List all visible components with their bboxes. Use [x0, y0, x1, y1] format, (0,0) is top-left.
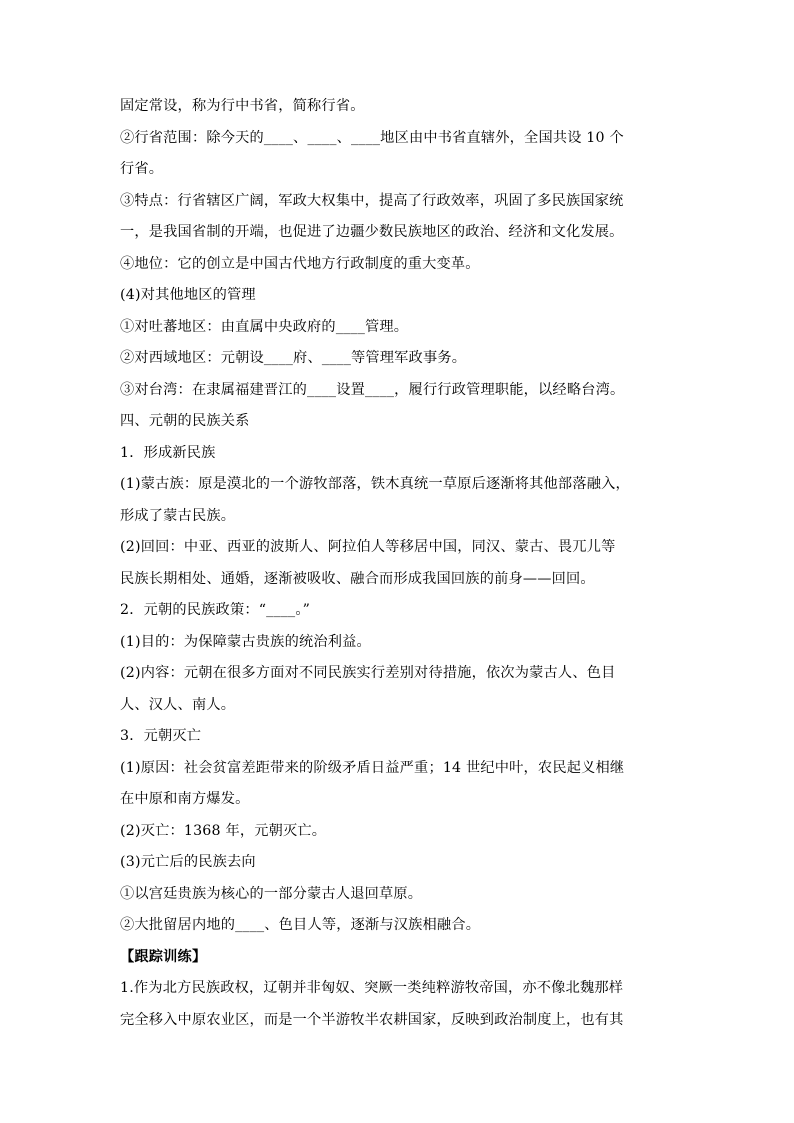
- text-line: ③对台湾：在隶属福建晋江的____设置____，履行行政管理职能，以经略台湾。: [120, 382, 625, 398]
- section-heading: 四、元朝的民族关系: [120, 413, 250, 429]
- question-text: 完全移入中原农业区，而是一个半游牧半农耕国家，反映到政治制度上，也有其: [120, 1012, 624, 1028]
- text-line: (1)原因：社会贫富差距带来的阶级矛盾日益严重；14 世纪中叶，农民起义相继: [120, 760, 625, 776]
- question-text: 1.作为北方民族政权，辽朝并非匈奴、突厥一类纯粹游牧帝国，亦不像北魏那样: [120, 980, 624, 996]
- text-line: 人、汉人、南人。: [120, 697, 236, 713]
- text-line: ④地位：它的创立是中国古代地方行政制度的重大变革。: [120, 256, 480, 272]
- section-heading: (4)对其他地区的管理: [120, 287, 256, 303]
- text-line: 固定常设，称为行中书省，简称行省。: [120, 98, 365, 114]
- text-line: (2)回回：中亚、西亚的波斯人、阿拉伯人等移居中国，同汉、蒙古、畏兀儿等: [120, 539, 616, 555]
- text-line: 在中原和南方爆发。: [120, 791, 250, 807]
- section-heading: 1．形成新民族: [120, 445, 216, 461]
- exercise-heading: 【跟踪训练】: [120, 949, 207, 965]
- text-line: (3)元亡后的民族去向: [120, 854, 256, 870]
- text-line: ②行省范围：除今天的____、____、____地区由中书省直辖外，全国共设 10 个: [120, 130, 624, 146]
- text-line: ③特点：行省辖区广阔，军政大权集中，提高了行政效率，巩固了多民族国家统: [120, 193, 624, 209]
- text-line: (2)内容：元朝在很多方面对不同民族实行差别对待措施，依次为蒙古人、色目: [120, 665, 616, 681]
- section-heading: 2．元朝的民族政策：“____。”: [120, 602, 311, 618]
- text-line: (1)目的：为保障蒙古贵族的统治利益。: [120, 634, 371, 650]
- text-line: 形成了蒙古民族。: [120, 508, 236, 524]
- text-line: ②大批留居内地的____、色目人等，逐渐与汉族相融合。: [120, 917, 481, 933]
- text-line: ①以宫廷贵族为核心的一部分蒙古人退回草原。: [120, 886, 423, 902]
- text-line: 民族长期相处、通婚，逐渐被吸收、融合而形成我国回族的前身——回回。: [120, 571, 595, 587]
- text-line: 一，是我国省制的开端，也促进了边疆少数民族地区的政治、经济和文化发展。: [120, 224, 624, 240]
- text-line: (1)蒙古族：原是漠北的一个游牧部落，铁木真统一草原后逐渐将其他部落融入，: [120, 476, 630, 492]
- text-line: (2)灭亡：1368 年，元朝灭亡。: [120, 823, 327, 839]
- text-line: ①对吐蕃地区：由直属中央政府的____管理。: [120, 319, 409, 335]
- text-line: 行省。: [120, 161, 164, 177]
- text-line: ②对西域地区：元朝设____府、____等管理军政事务。: [120, 350, 467, 366]
- section-heading: 3．元朝灭亡: [120, 728, 202, 744]
